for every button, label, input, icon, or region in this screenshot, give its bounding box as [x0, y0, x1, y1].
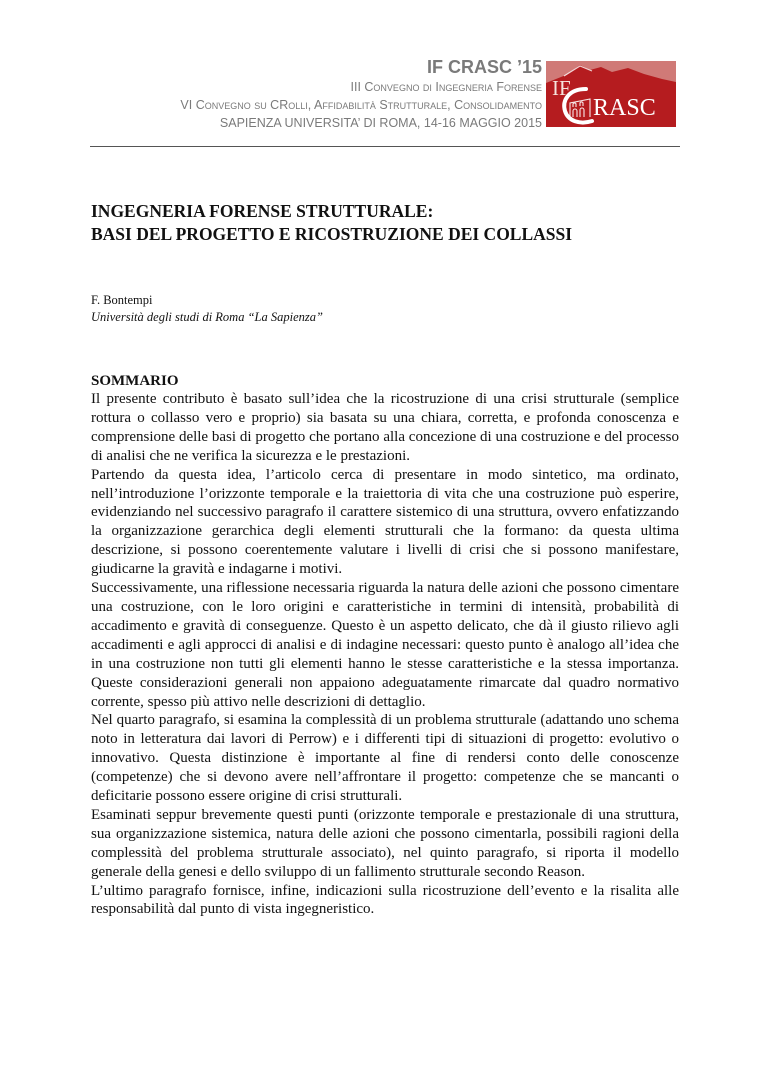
- paper-title-line-2: BASI DEL PROGETTO E RICOSTRUZIONE DEI COLLASSI: [91, 224, 573, 244]
- author-affiliation: Università degli studi di Roma “La Sapienza”: [91, 310, 323, 324]
- paper-body: [91, 200, 679, 919]
- abstract-paragraph: L’ultimo paragrafo fornisce, infine, indicazioni sulla ricostruzione dell’evento e la risalita alle responsabilità dal punto di vista ingegneristico.: [91, 882, 679, 918]
- abstract-paragraph: Esaminati seppur brevemente questi punti (orizzonte temporale e prestazionale di una struttura, sua organizzazione sistemica, natura delle azioni che possono cimentarla, possibili ragioni della complessità del problema strutturale associato), nel quinto paragrafo, si riporta il modello generale della genesi e dello sviluppo di un fallimento strutturale secondo Reason.: [91, 806, 679, 880]
- logo-if-text: IF: [552, 76, 571, 100]
- conference-line-3: VI Convegno su CRolli, Affidabilità Strutturale, Consolidamento: [180, 98, 542, 112]
- logo-graphic: [546, 61, 676, 127]
- colosseum-icon: [570, 99, 590, 117]
- abstract-paragraph: Nel quarto paragrafo, si esamina la complessità di un problema strutturale (adattando uno schema noto in letteratura dai lavori di Perrow) e i differenti tipi di situazioni di progetto: evolutivo o innovativo. Questa distinzione è importante al fine di rendersi conto delle conoscenze (competenze) che si devono avere nell’affrontare il progetto: competenze che se mancanti o deficitarie possono essere origine di crisi strutturali.: [91, 712, 679, 805]
- header-divider: [90, 146, 680, 147]
- conference-logo: [546, 61, 676, 127]
- conference-header: [62, 56, 542, 132]
- logo-crasc-text: RASC: [593, 95, 656, 121]
- abstract-paragraph: Successivamente, una riflessione necessaria riguarda la natura delle azioni che possono cimentare una costruzione, con le loro origini e caratteristiche in termini di intensità, probabilità di accadimento e gravità di conseguenze. Questo è un aspetto delicato, che dà il giusto rilievo agli accadimenti e agli approcci di analisi e di indagine necessari: questo punto è analogo all’idea che in una costruzione non tutti gli elementi hanno le stesse caratteristiche e la stessa importanza. Queste considerazioni generali non appaiono adeguatamente rimarcate dal quadro normativo corrente, spesso più attivo nelle descrizioni di dettaglio.: [91, 580, 679, 710]
- author-name: F. Bontempi: [91, 293, 153, 307]
- abstract-paragraph: Partendo da questa idea, l’articolo cerca di presentare in modo sintetico, ma ordinato, nell’introduzione l’orizzonte temporale e la traiettoria di vita che una costruzione può esperire, evidenziando nel successivo paragrafo il carattere sistemico di una struttura, ovvero enfatizzando la organizzazione gerarchica degli elementi strutturali che la formano: da questa ultima descrizione, si possono coerentemente valutare i livelli di crisi che si possono manifestare, giudicarne la gravità e indagarne i motivi.: [91, 466, 679, 578]
- conference-title: IF CRASC ’15: [426, 57, 542, 77]
- abstract-paragraph: Il presente contributo è basato sull’idea che la ricostruzione di una crisi strutturale (semplice rottura o collasso vero e proprio) sia basata su una chiara, corretta, e profonda conoscenza e comprensione delle basi di progetto che portano alla concezione di una costruzione e del processo di analisi che ne verifica la sicurezza e le prestazioni.: [91, 391, 679, 464]
- paper-title: [91, 200, 679, 246]
- logo-c-arc: [564, 89, 592, 123]
- conference-line-2: III Convegno di Ingegneria Forense: [350, 80, 542, 94]
- conference-line-4: SAPIENZA UNIVERSITA’ DI ROMA, 14-16 MAGGIO 2015: [219, 116, 542, 130]
- paper-title-line-1: INGEGNERIA FORENSE STRUTTURALE:: [91, 201, 434, 221]
- section-heading-sommario: SOMMARIO: [91, 373, 179, 389]
